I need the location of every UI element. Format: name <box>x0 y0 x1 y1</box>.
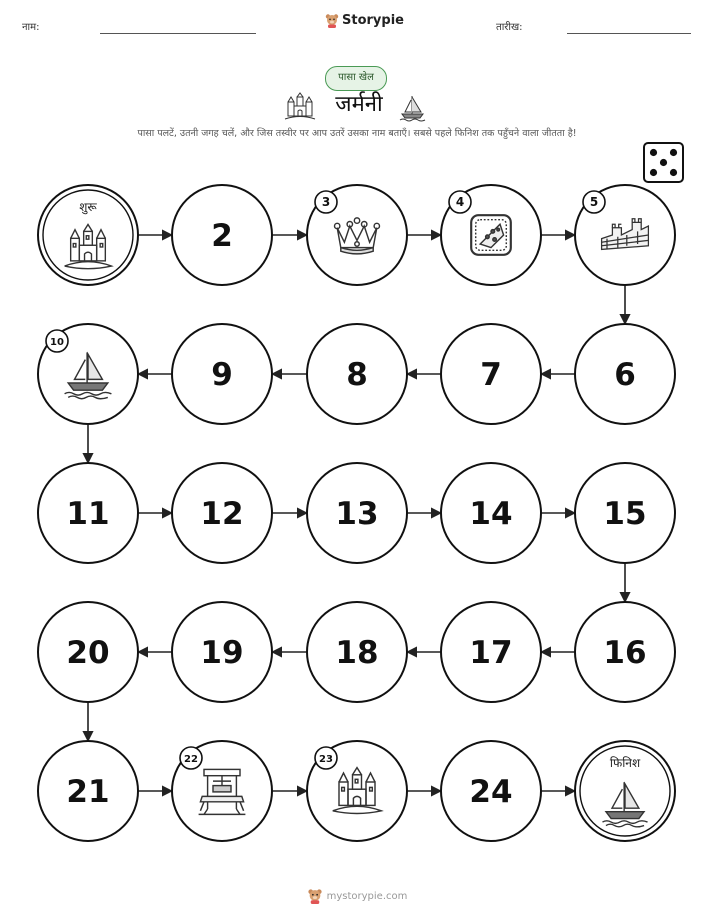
board-space-5 <box>575 185 675 285</box>
game-type-badge: पासा खेल <box>325 66 387 91</box>
board-space-4 <box>441 185 541 285</box>
space-number: 5 <box>589 195 599 209</box>
space-number: 3 <box>321 195 331 209</box>
finish-space <box>575 741 675 841</box>
board-space-6 <box>575 324 675 424</box>
dice-pip <box>660 159 667 166</box>
name-label: नाम: <box>22 22 40 33</box>
page-title: जर्मनी <box>335 92 383 117</box>
footer <box>0 888 714 904</box>
bear-icon <box>307 888 323 904</box>
board-space-23 <box>307 741 407 841</box>
space-number: 17 <box>469 635 513 671</box>
board-space-14 <box>441 463 541 563</box>
start-space <box>38 185 138 285</box>
space-number: 22 <box>184 754 198 765</box>
space-number: 19 <box>200 635 244 671</box>
space-number: 11 <box>66 496 110 532</box>
instructions: पासा पलटें, उतनी जगह चलें, और जिस तस्वीर पर आप उतरें उसका नाम बताएँ। सबसे पहले फिनिश तक पहुँचने वाला जीतता है! <box>137 128 577 139</box>
board-space-2 <box>172 185 272 285</box>
board-space-21 <box>38 741 138 841</box>
space-number: 13 <box>335 496 379 532</box>
space-number: 10 <box>50 337 64 348</box>
start-label: शुरू <box>79 200 97 214</box>
dice-pip <box>670 169 677 176</box>
space-number: 15 <box>603 496 647 532</box>
space-number: 24 <box>469 774 513 810</box>
board-space-22 <box>172 741 272 841</box>
board-space-16 <box>575 602 675 702</box>
space-number: 16 <box>603 635 647 671</box>
space-number: 20 <box>66 635 110 671</box>
footer-url: mystorypie.com <box>326 890 408 902</box>
board-space-18 <box>307 602 407 702</box>
space-number: 14 <box>469 496 513 532</box>
board-space-11 <box>38 463 138 563</box>
date-label: तारीख: <box>496 22 523 33</box>
space-number: 12 <box>200 496 244 532</box>
space-number: 9 <box>211 357 233 393</box>
board-space-15 <box>575 463 675 563</box>
dice-pip <box>670 149 677 156</box>
dice-pip <box>650 149 657 156</box>
space-number: 4 <box>455 195 465 209</box>
board-space-12 <box>172 463 272 563</box>
space-number: 8 <box>346 357 368 393</box>
board-space-3 <box>307 185 407 285</box>
space-number: 2 <box>211 218 233 254</box>
board-space-17 <box>441 602 541 702</box>
space-number: 21 <box>66 774 110 810</box>
finish-label: फिनिश <box>609 756 641 770</box>
space-number: 18 <box>335 635 379 671</box>
board-space-20 <box>38 602 138 702</box>
board-space-8 <box>307 324 407 424</box>
board-space-13 <box>307 463 407 563</box>
board-space-7 <box>441 324 541 424</box>
dice-icon <box>644 143 683 182</box>
brand-name: Storypie <box>342 13 404 28</box>
space-number: 23 <box>319 754 333 765</box>
dice-pip <box>650 169 657 176</box>
board-space-19 <box>172 602 272 702</box>
board-space-9 <box>172 324 272 424</box>
board-space-10 <box>38 324 138 424</box>
board-space-24 <box>441 741 541 841</box>
space-number: 7 <box>480 357 502 393</box>
space-number: 6 <box>614 357 636 393</box>
